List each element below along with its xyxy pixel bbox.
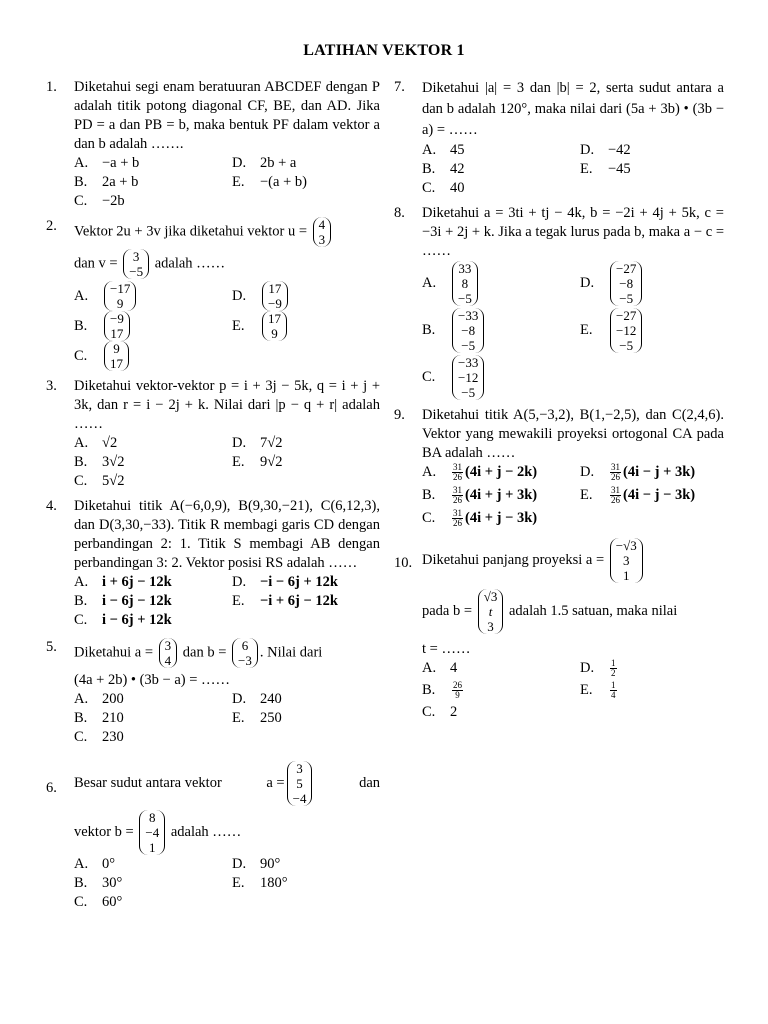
option-a: A. 4 [422,660,458,676]
option-b: B. −9 17 [74,311,232,341]
question-stem: Vektor 2u + 3v jika diketahui vektor u = 4 3 [74,217,380,247]
question-number: 6. [46,780,57,796]
question-4 [46,497,380,630]
options [74,154,380,211]
question-stem: Besar sudut antara vektor a = 3 5 −4 dan [74,761,380,806]
option-b: B. $\frac{26}{9}$ [422,680,462,700]
option-d: D. −i − 6j + 12k [232,574,338,590]
option-a: A. 0° [74,856,116,872]
options [422,141,724,198]
option-c: C. 230 [74,729,124,745]
option-d: D. 90° [232,856,281,872]
option-b: B. 210 [74,710,124,726]
option-c: C. 40 [422,180,465,196]
question-10 [394,538,724,722]
option-a: A. $\frac{31}{26}$ (4i + j − 2k) [422,462,538,482]
option-a: A. 45 [422,142,465,158]
option-e: E. 250 [232,710,282,726]
option-d: D. 7√2 [232,435,283,451]
vector-b: 8 −4 1 [139,810,165,855]
question-stem: Diketahui |a| = 3 dan |b| = 2, serta sudut antara a dan b adalah 120°, maka nilai dari (5a + 3b) • (3b − a) = …… [422,80,724,138]
question-stem: Diketahui titik A(−6,0,9), B(9,30,−21), C(6,12,3), dan D(3,30,−33). Titik R membagi garis CD dengan perbandingan 2: 1. Titik S membagi AB dengan perbandingan 3: 2. Vektor posisi RS adalah …… [74,498,380,571]
question-stem: Diketahui vektor-vektor p = i + 3j − 5k, q = i + j + 3k, dan r = i − 2j + k. Nilai dari |p − q + r| adalah …… [74,378,380,432]
question-7 [394,78,724,198]
option-c: C. 60° [74,894,123,910]
question-number: 7. [394,79,405,95]
options [422,659,724,722]
option-d: D. $\frac{31}{26}$ (4i − j + 3k) [580,462,696,482]
vector-u: 4 3 [313,217,332,247]
vector-v: 3 −5 [123,249,149,279]
question-stem: Diketahui a = 3 4 dan b = 6 −3 . Nilai dari [74,638,323,668]
question-stem-2: (4a + 2b) • (3b − a) = …… [74,672,231,688]
question-stem-3: t = …… [422,641,471,657]
vector-b: √3 t 3 [478,589,504,634]
question-8 [394,204,724,400]
option-c: C. −2b [74,193,125,209]
question-number: 9. [394,407,405,423]
options [74,434,380,491]
option-d: D. 2b + a [232,155,297,171]
question-stem: Diketahui panjang proyeksi a = −√3 3 1 [422,538,724,583]
question-stem: Diketahui segi enam beratuuran ABCDEF dengan P adalah titik potong diagonal CF, BE, dan AD. Jika PD = a dan PB = b, maka bentuk PF dalam vektor a dan b adalah ……. [74,79,380,152]
option-d: D. −27 −8 −5 [580,261,724,306]
option-b: B. 3√2 [74,454,125,470]
vector-a: −√3 3 1 [610,538,643,583]
option-d: D. $\frac{1}{2}$ [580,658,616,678]
option-a: A. −a + b [74,155,140,171]
option-d: D. 17 −9 [232,281,380,311]
question-number: 1. [46,79,57,95]
question-stem-2: vektor b = 8 −4 1 adalah …… [74,810,242,855]
option-b: B. 42 [422,161,465,177]
options [422,463,724,528]
option-c: C. −33 −12 −5 [422,355,580,400]
option-e: E. $\frac{1}{4}$ [580,680,616,700]
option-c: C. i − 6j + 12k [74,612,172,628]
option-d: D. −42 [580,142,631,158]
option-a: A. −17 9 [74,281,232,311]
question-3 [46,377,380,491]
question-number: 3. [46,378,57,394]
question-number: 10. [394,555,413,571]
vector-a: 3 4 [159,638,178,668]
option-e: E. −45 [580,161,631,177]
question-stem: Diketahui a = 3ti + tj − 4k, b = −2i + 4j + 5k, c = −3i + 2j + k. Jika a tegak lurus pada b, maka a − c = …… [422,205,724,259]
question-number: 5. [46,639,57,655]
question-stem-2: dan v = 3 −5 adalah …… [74,249,226,279]
right-column [394,78,724,722]
option-e: E. −i + 6j − 12k [232,593,338,609]
question-2 [46,217,380,371]
option-e: E. 9√2 [232,454,283,470]
option-a: A. 33 8 −5 [422,261,580,306]
option-e: E. $\frac{31}{26}$ (4i − j − 3k) [580,485,696,505]
option-a: A. i + 6j − 12k [74,574,172,590]
options [74,690,380,747]
options [74,573,380,630]
question-9 [394,406,724,528]
option-b: B. 2a + b [74,174,139,190]
options [74,855,380,912]
page-title: LATIHAN VEKTOR 1 [303,42,465,59]
question-number: 8. [394,205,405,221]
option-e: E. −27 −12 −5 [580,308,724,353]
option-a: A. √2 [74,435,118,451]
question-stem: Diketahui titik A(5,−3,2), B(1,−2,5), dan C(2,4,6). Vektor yang mewakili proyeksi ortogonal CA pada BA adalah …… [422,407,724,461]
option-b: B. $\frac{31}{26}$ (4i + j + 3k) [422,485,538,505]
option-d: D. 240 [232,691,282,707]
option-c: C. 9 17 [74,341,232,371]
options [74,281,380,371]
option-b: B. 30° [74,875,123,891]
option-e: E. 180° [232,875,288,891]
question-number: 2. [46,218,57,234]
question-6 [46,761,380,912]
option-c: C. 5√2 [74,473,125,489]
option-c: C. 2 [422,704,458,720]
left-column [46,78,380,912]
vector-b: 6 −3 [232,638,258,668]
option-e: E. −(a + b) [232,174,307,190]
option-b: B. −33 −8 −5 [422,308,580,353]
option-e: E. 17 9 [232,311,380,341]
question-5 [46,638,380,747]
question-1 [46,78,380,211]
vector-a: 3 5 −4 [287,761,313,806]
option-a: A. 200 [74,691,124,707]
option-b: B. i − 6j − 12k [74,593,172,609]
option-c: C. $\frac{31}{26}$ (4i + j − 3k) [422,508,538,528]
options [422,261,724,400]
question-stem-2: pada b = √3 t 3 adalah 1.5 satuan, maka nilai [422,589,678,634]
question-number: 4. [46,498,57,514]
